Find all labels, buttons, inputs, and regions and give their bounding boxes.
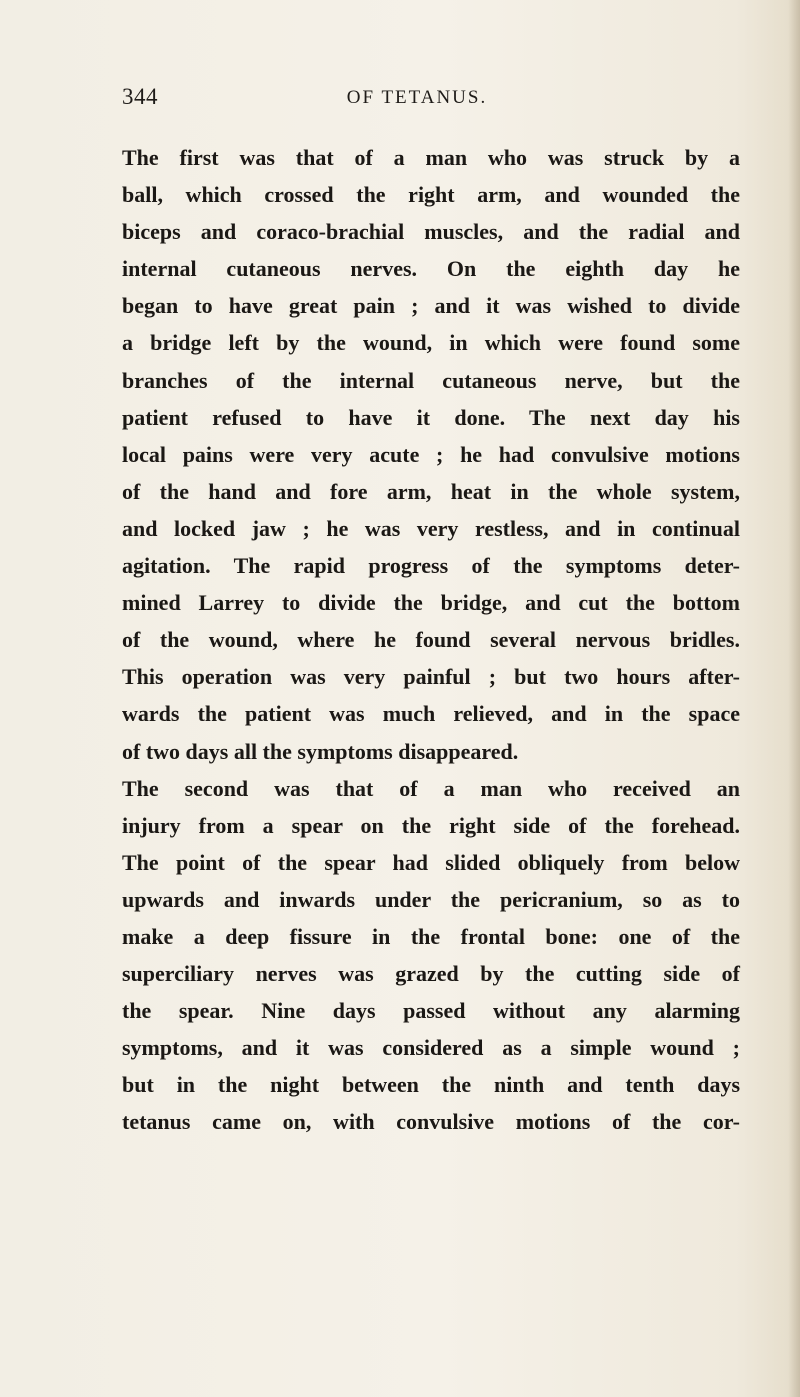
- text-line: and locked jaw ; he was very restless, and in continual: [122, 515, 740, 541]
- text-line: biceps and coraco-brachial muscles, and the radial and: [122, 219, 740, 245]
- text-line: injury from a spear on the right side of the forehead.: [122, 812, 740, 838]
- body-text: [122, 139, 740, 1141]
- text-line: began to have great pain ; and it was wished to divide: [122, 293, 740, 319]
- text-line: wards the patient was much relieved, and in the space: [122, 701, 740, 727]
- text-line: branches of the internal cutaneous nerve, but the: [122, 367, 740, 393]
- text-line: The second was that of a man who received an: [122, 775, 740, 801]
- text-line: but in the night between the ninth and tenth days: [122, 1072, 740, 1098]
- text-line: agitation. The rapid progress of the symptoms deter-: [122, 553, 740, 579]
- text-line: The first was that of a man who was struck by a: [122, 145, 740, 170]
- running-head-title: OF TETANUS.: [346, 87, 488, 108]
- running-head: [122, 84, 742, 114]
- text-line: tetanus came on, with convulsive motions of the cor-: [122, 1109, 740, 1135]
- text-line: a bridge left by the wound, in which were found some: [122, 330, 740, 356]
- text-line: patient refused to have it done. The next day his: [122, 404, 740, 430]
- text-line: mined Larrey to divide the bridge, and cut the bottom: [122, 590, 740, 616]
- text-line: internal cutaneous nerves. On the eighth day he: [122, 256, 740, 282]
- text-line: of the wound, where he found several nervous bridles.: [122, 627, 740, 653]
- text-line: ball, which crossed the right arm, and wounded the: [122, 182, 740, 208]
- text-line: the spear. Nine days passed without any alarming: [122, 998, 740, 1024]
- text-line: upwards and inwards under the pericranium, so as to: [122, 886, 740, 912]
- text-line: of the hand and fore arm, heat in the whole system,: [122, 478, 740, 504]
- page-number: 344: [122, 84, 158, 109]
- text-line: This operation was very painful ; but two hours after-: [122, 664, 740, 690]
- page-edge-shadow: [788, 0, 800, 1397]
- text-line: local pains were very acute ; he had convulsive motions: [122, 441, 740, 467]
- text-line: The point of the spear had slided obliquely from below: [122, 849, 740, 875]
- text-line: make a deep fissure in the frontal bone: one of the: [122, 923, 740, 949]
- text-line: of two days all the symptoms disappeared.: [122, 738, 519, 764]
- text-line: symptoms, and it was considered as a simple wound ;: [122, 1035, 740, 1061]
- text-line: superciliary nerves was grazed by the cutting side of: [122, 961, 740, 987]
